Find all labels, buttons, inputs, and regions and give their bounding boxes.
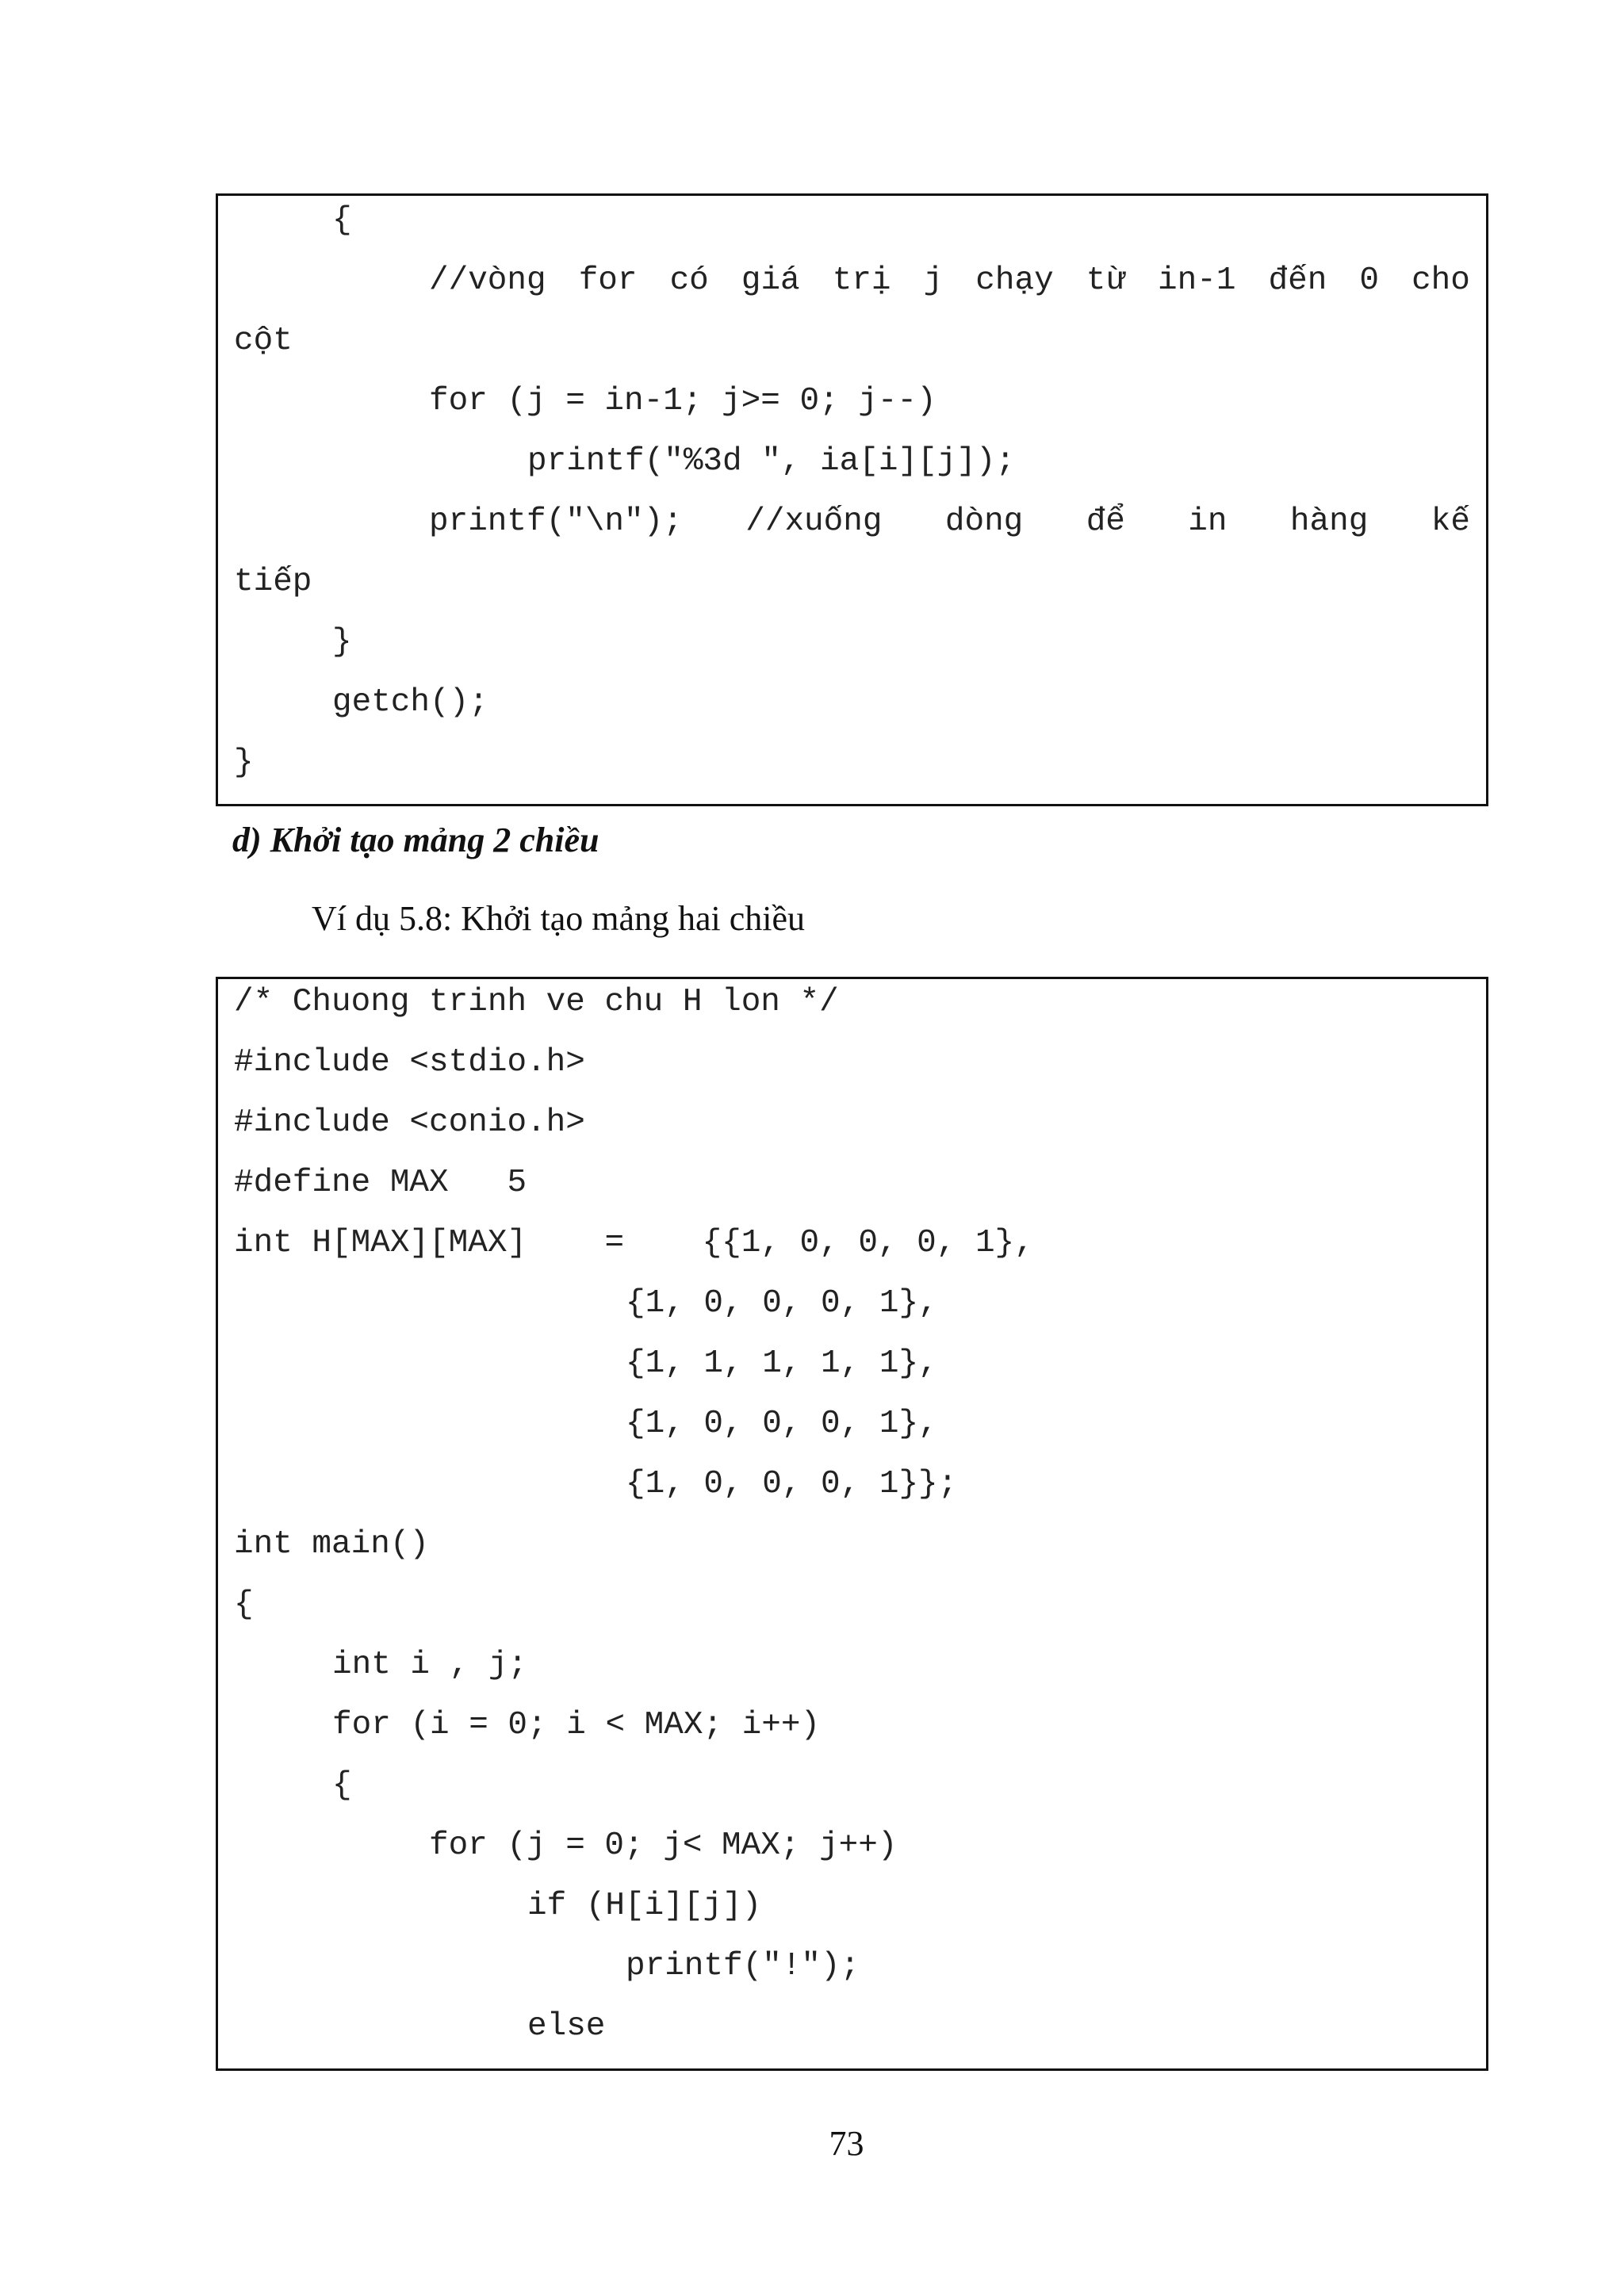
comment-word: in-1 — [1158, 262, 1236, 299]
comment-word: in — [1188, 503, 1228, 540]
section-heading: d) Khởi tạo mảng 2 chiều — [232, 821, 599, 859]
comment-word: //vòng — [429, 262, 546, 299]
code-line: } — [332, 624, 352, 660]
comment-word: cho — [1411, 262, 1470, 299]
code-line: printf("!"); — [626, 1948, 860, 1984]
code-line: for (i = 0; i < MAX; i++) — [332, 1707, 821, 1743]
code-block-1 — [216, 193, 1488, 806]
code-token: printf("\n"); — [429, 503, 683, 540]
code-line: tiếp — [234, 564, 312, 600]
code-line: if (H[i][j]) — [527, 1888, 762, 1924]
page-number: 73 — [829, 2124, 864, 2163]
code-line: {1, 1, 1, 1, 1}, — [626, 1345, 938, 1382]
code-line: { — [332, 1767, 352, 1804]
comment-word: dòng — [944, 503, 1024, 540]
comment-word: for — [578, 262, 638, 299]
comment-word: từ — [1086, 262, 1125, 299]
code-line: {1, 0, 0, 0, 1}, — [626, 1285, 938, 1322]
comment-word: //xuống — [745, 503, 883, 540]
code-line: getch(); — [332, 684, 488, 721]
code-line-comment-wrapped — [429, 502, 1470, 541]
code-line: int H[MAX][MAX] = {{1, 0, 0, 0, 1}, — [234, 1225, 1034, 1261]
code-line: { — [234, 1586, 254, 1623]
example-label: Ví dụ 5.8: Khởi tạo mảng hai chiều — [312, 899, 806, 938]
code-line: #define MAX 5 — [234, 1165, 527, 1201]
code-line: /* Chuong trinh ve chu H lon */ — [234, 984, 839, 1020]
code-line: int main() — [234, 1526, 430, 1563]
code-line: #include <conio.h> — [234, 1104, 585, 1141]
code-line-comment-wrapped — [429, 261, 1470, 300]
comment-word: 0 — [1359, 262, 1379, 299]
comment-word: để — [1086, 503, 1125, 540]
comment-word: j — [923, 262, 944, 299]
comment-word: có — [669, 262, 709, 299]
code-line: {1, 0, 0, 0, 1}}; — [626, 1466, 958, 1502]
code-line: int i , j; — [332, 1647, 528, 1683]
code-line: printf("%3d ", ia[i][j]); — [527, 443, 1016, 480]
code-line: cột — [234, 323, 293, 359]
code-line: #include <stdio.h> — [234, 1044, 585, 1081]
code-line: else — [527, 2008, 606, 2045]
comment-word: trị — [832, 262, 891, 299]
comment-word: đến — [1268, 262, 1327, 299]
code-line: {1, 0, 0, 0, 1}, — [626, 1406, 938, 1442]
comment-word: hàng — [1289, 503, 1369, 540]
code-line: for (j = in-1; j>= 0; j--) — [429, 383, 936, 419]
comment-word: giá — [741, 262, 800, 299]
comment-word: chạy — [975, 262, 1054, 299]
code-block-2 — [216, 977, 1488, 2071]
code-line: { — [332, 202, 352, 239]
code-line: } — [234, 744, 254, 781]
comment-word: kế — [1431, 503, 1470, 540]
code-line: for (j = 0; j< MAX; j++) — [429, 1827, 898, 1864]
